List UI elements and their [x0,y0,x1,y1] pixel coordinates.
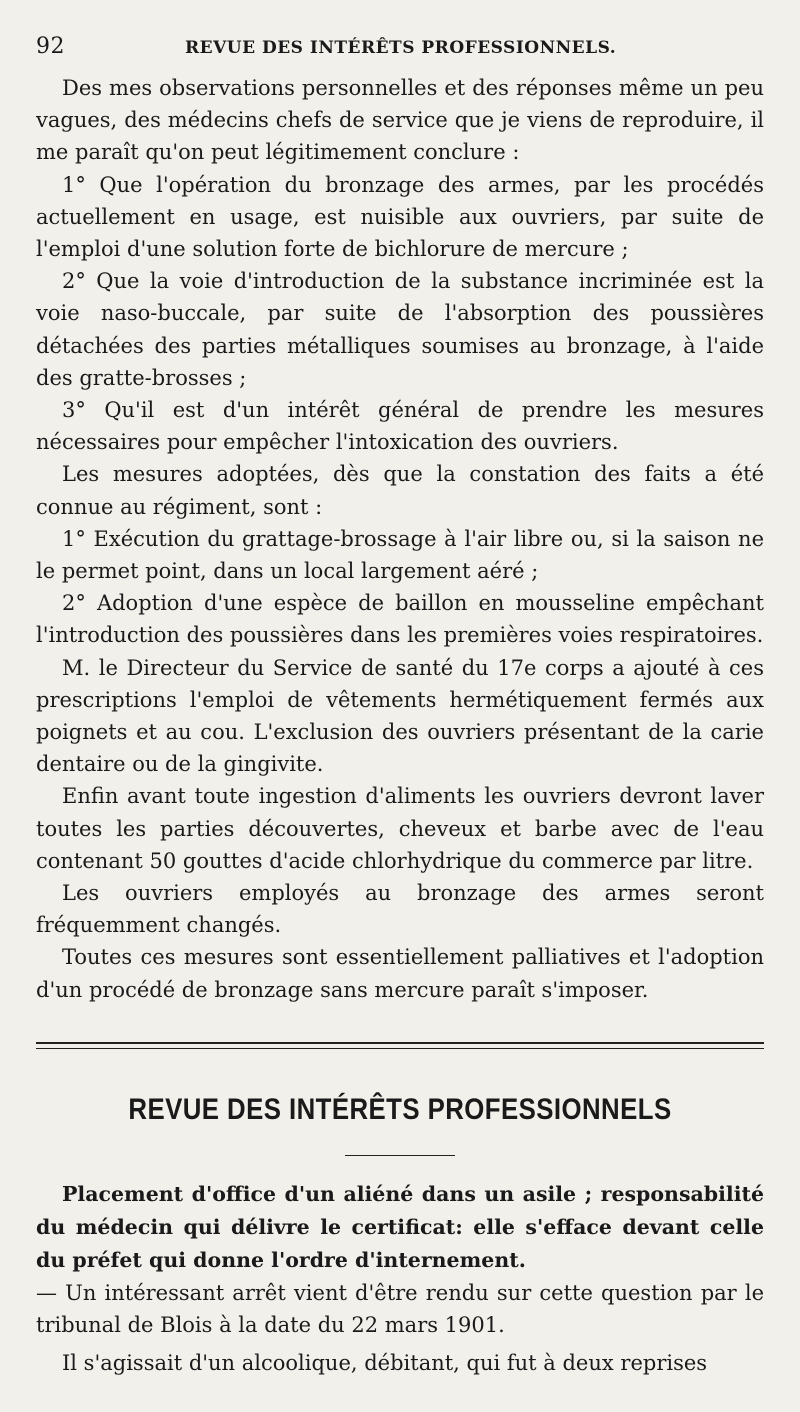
running-head [36,34,764,68]
paragraph-measures: Les mesures adoptées, dès que la constation des faits a été connue au régiment, sont : [36,462,764,519]
article-title: Placement d'office d'un aliéné dans un asile ; responsabilité du médecin qui délivre le certificat: elle s'efface devant celle du préfet qui donne l'ordre d'internement. [36,1181,764,1272]
article-body [36,1277,764,1380]
page-number: 92 [36,34,65,59]
paragraph-intro: Des mes observations personnelles et des réponses même un peu vagues, des médecins chefs de service que je viens de reproduire, il me paraît qu'on peut légitimement conclure : [36,76,764,165]
heading-underline [345,1155,455,1156]
paragraph-rotation: Les ouvriers employés au bronzage des armes seront fréquemment changés. [36,881,764,938]
paragraph-measure-1: 1° Exécution du grattage-brossage à l'air libre ou, si la saison ne le permet point, dans un local largement aéré ; [36,526,764,584]
running-title: REVUE DES INTÉRÊTS PROFESSIONNELS. [185,38,617,58]
paragraph-director: M. le Directeur du Service de santé du 17e corps a ajouté à ces prescriptions l'emploi de vêtements hermétiquement fermés aux poignets et au cou. L'exclusion des ouvriers présentant de la carie dentaire ou de la gingivite. [36,655,764,777]
paragraph-washing: Enfin avant toute ingestion d'aliments les ouvriers devront laver toutes les parties découvertes, cheveux et barbe avec de l'eau contenant 50 gouttes d'acide chlorhydrique du commerce par litre. [36,784,764,873]
section-divider [36,1042,764,1049]
paragraph-conclusion-1: 1° Que l'opération du bronzage des armes, par les procédés actuellement en usage, est nuisible aux ouvriers, par suite de l'emploi d'une solution forte de bichlorure de mercure ; [36,172,764,262]
paragraph-palliative: Toutes ces mesures sont essentiellement palliatives et l'adoption d'un procédé de bronzage sans mercure paraît s'imposer. [36,945,764,1002]
article-next-paragraph: Il s'agissait d'un alcoolique, débitant, qui fut à deux reprises [62,1351,708,1376]
paragraph-measure-2: 2° Adoption d'une espèce de baillon en mousseline empêchant l'introduction des poussières dans les premières voies respiratoires. [36,591,764,648]
section-heading: REVUE DES INTÉRÊTS PROFESSIONNELS [128,1092,672,1126]
paragraph-conclusion-3: 3° Qu'il est d'un intérêt général de prendre les mesures nécessaires pour empêcher l'intoxication des ouvriers. [36,398,764,455]
body-text [36,72,764,1006]
article-lead: — Un intéressant arrêt vient d'être rendu sur cette question par le tribunal de Blois à la date du 22 mars 1901. [36,1280,764,1338]
paragraph-conclusion-2: 2° Que la voie d'introduction de la substance incriminée est la voie naso-buccale, par suite de l'absorption des poussières détachées des parties métalliques soumises au bronzage, à l'aide des gratte-brosses ; [36,269,764,390]
